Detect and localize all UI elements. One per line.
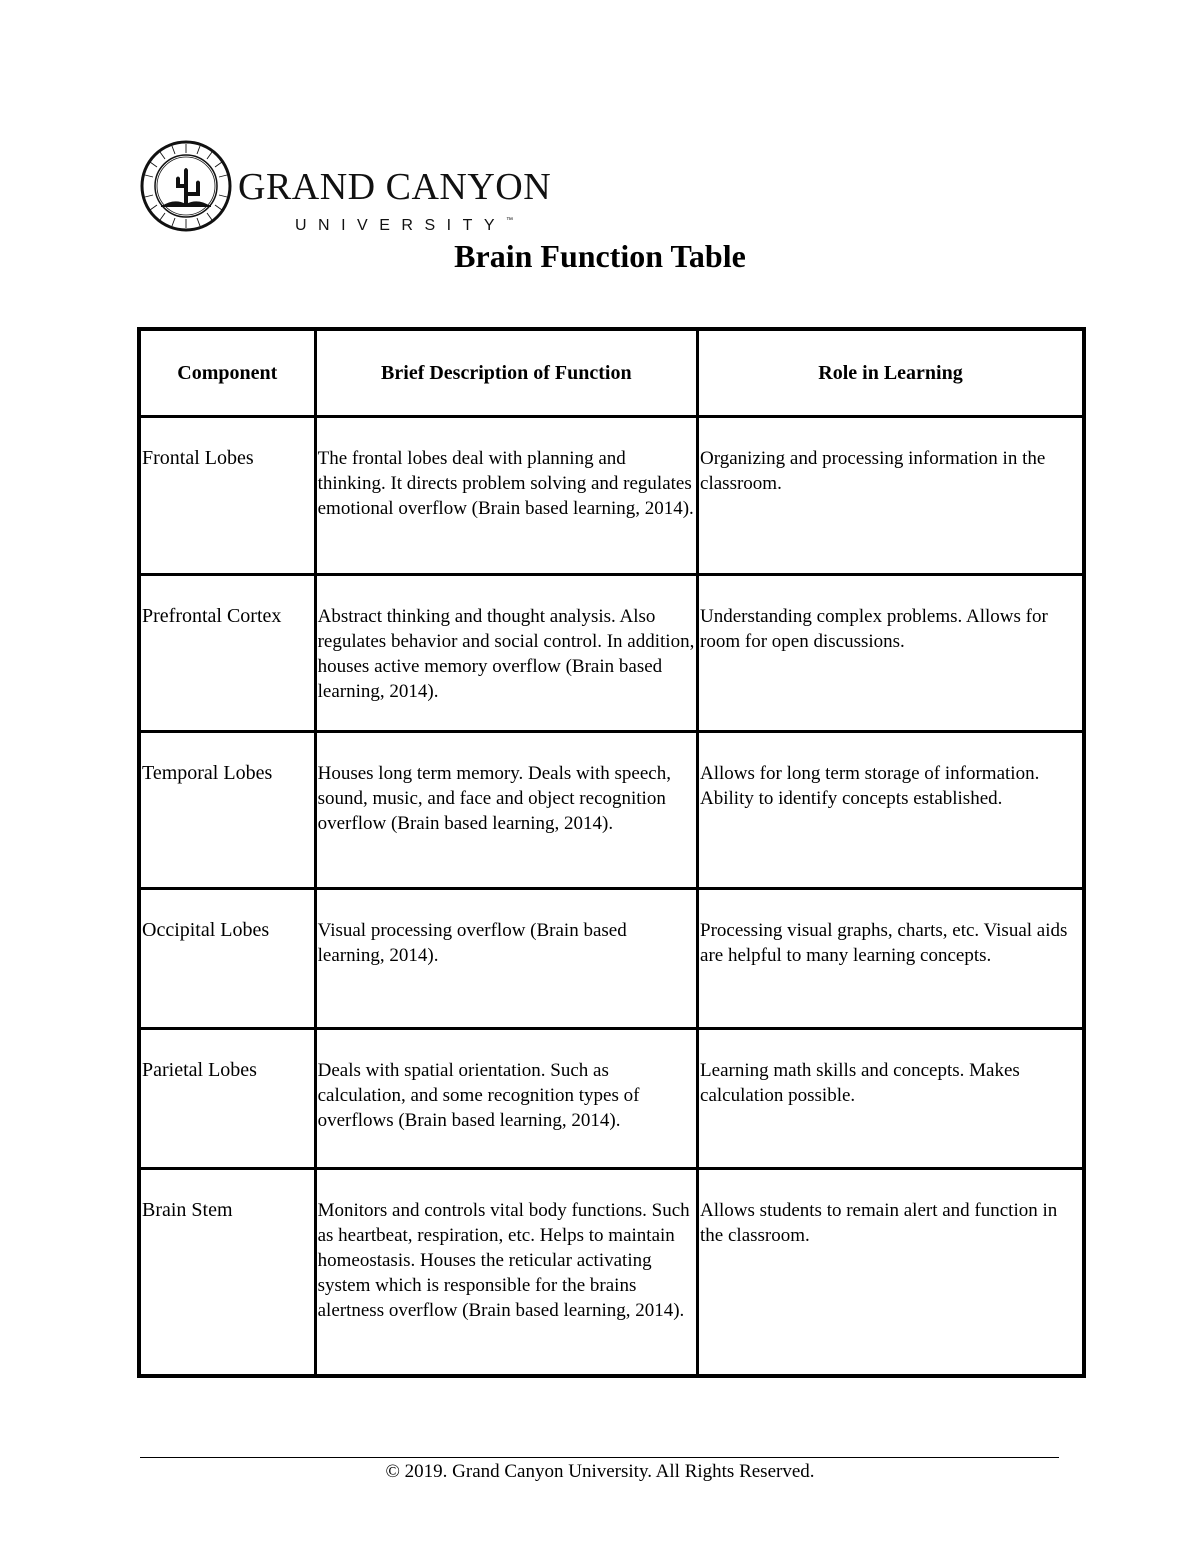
role-cell: Understanding complex problems. Allows for room for open discussions. (698, 575, 1084, 732)
component-cell: Brain Stem (139, 1169, 315, 1377)
table-row (139, 889, 1084, 1029)
description-cell: Abstract thinking and thought analysis. Also regulates behavior and social control. In addition, houses active memory overflow (Brain based learning, 2014). (315, 575, 697, 732)
role-cell: Allows for long term storage of information. Ability to identify concepts established. (698, 732, 1084, 889)
table-row (139, 732, 1084, 889)
table-row (139, 1169, 1084, 1377)
component-cell: Prefrontal Cortex (139, 575, 315, 732)
role-cell: Organizing and processing information in the classroom. (698, 417, 1084, 575)
table-row (139, 417, 1084, 575)
logo-subtitle: UNIVERSITY™ (295, 217, 514, 234)
component-cell: Temporal Lobes (139, 732, 315, 889)
component-cell: Frontal Lobes (139, 417, 315, 575)
header-role: Role in Learning (698, 329, 1084, 417)
component-cell: Parietal Lobes (139, 1029, 315, 1169)
header-component: Component (139, 329, 315, 417)
logo-wordmark: GRAND CANYON (238, 166, 552, 208)
brain-function-table (137, 327, 1086, 1378)
university-logo (140, 140, 560, 232)
table-header-row (139, 329, 1084, 417)
description-cell: The frontal lobes deal with planning and thinking. It directs problem solving and regulates emotional overflow (Brain based learning, 2014). (315, 417, 697, 575)
table-row (139, 1029, 1084, 1169)
footer-copyright: © 2019. Grand Canyon University. All Rights Reserved. (385, 1461, 815, 1482)
description-cell: Deals with spatial orientation. Such as calculation, and some recognition types of overflows (Brain based learning, 2014). (315, 1029, 697, 1169)
university-seal-icon (140, 140, 232, 232)
page-title: Brain Function Table (454, 238, 746, 274)
description-cell: Monitors and controls vital body functions. Such as heartbeat, respiration, etc. Helps to maintain homeostasis. Houses the reticular activating system which is responsible for the brains alertness overflow (Brain based learning, 2014). (315, 1169, 697, 1377)
header-description: Brief Description of Function (315, 329, 697, 417)
description-cell: Houses long term memory. Deals with speech, sound, music, and face and object recognition overflow (Brain based learning, 2014). (315, 732, 697, 889)
role-cell: Processing visual graphs, charts, etc. Visual aids are helpful to many learning concepts. (698, 889, 1084, 1029)
role-cell: Allows students to remain alert and function in the classroom. (698, 1169, 1084, 1377)
component-cell: Occipital Lobes (139, 889, 315, 1029)
table-row (139, 575, 1084, 732)
footer-divider (140, 1457, 1059, 1458)
trademark-mark: ™ (506, 217, 514, 224)
description-cell: Visual processing overflow (Brain based learning, 2014). (315, 889, 697, 1029)
role-cell: Learning math skills and concepts. Makes calculation possible. (698, 1029, 1084, 1169)
